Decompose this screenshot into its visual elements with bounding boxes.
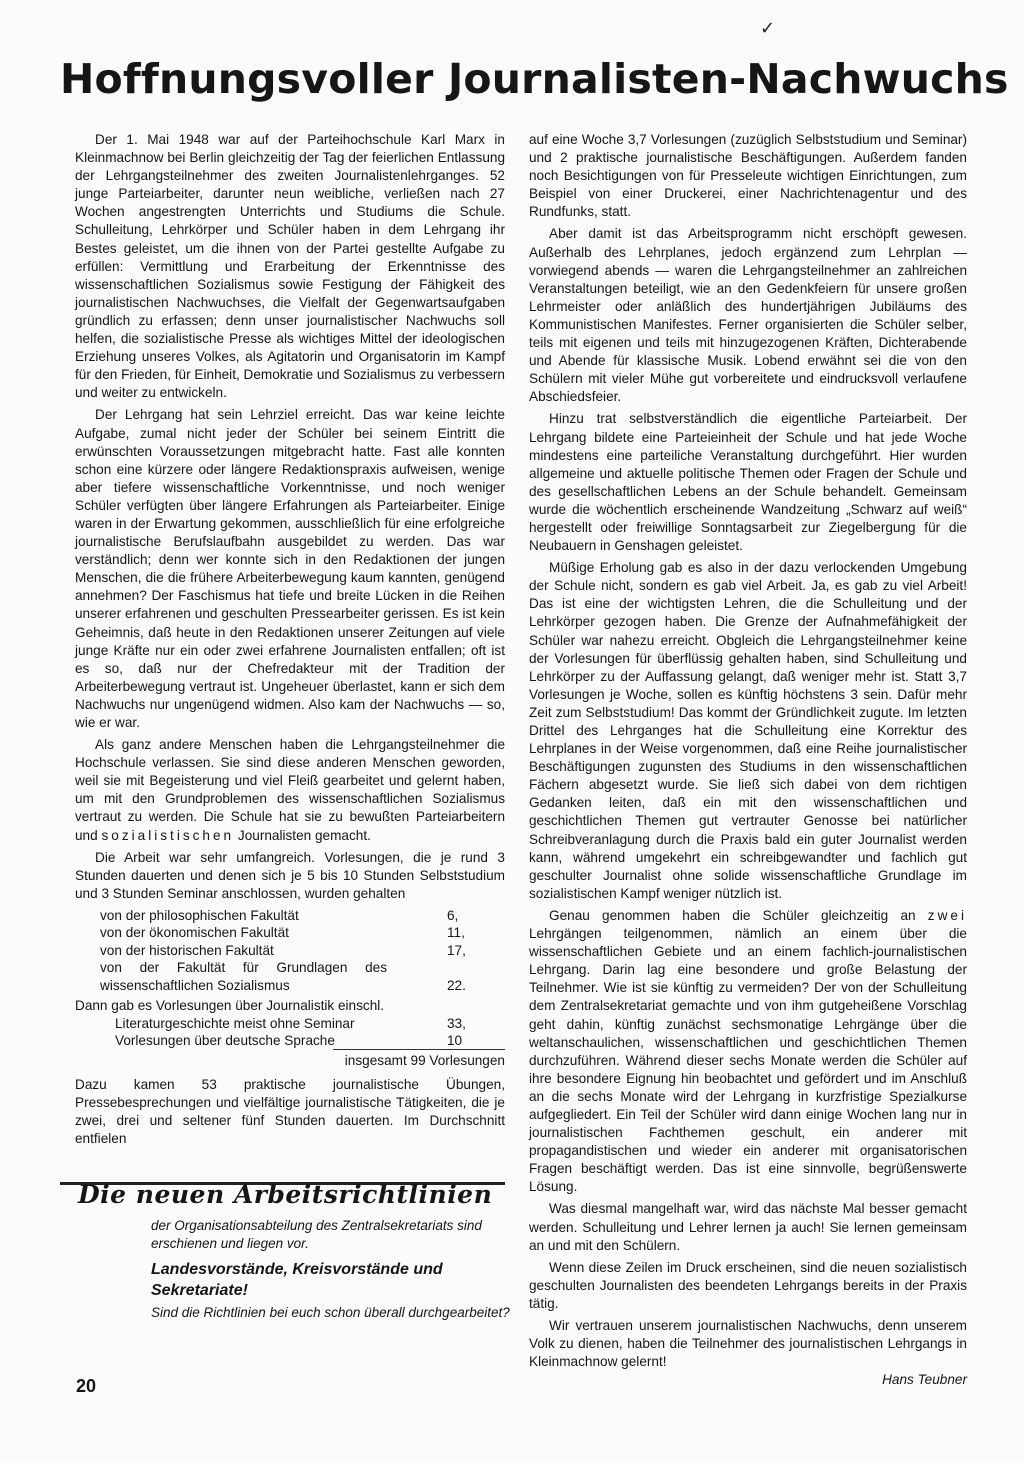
text-run: Genau genommen haben die Schüler gleichzeitig an: [549, 907, 928, 923]
paragraph: Die Arbeit war sehr umfangreich. Vorlesungen, die je rund 3 Stunden dauerten und denen sich je 5 bis 10 Stunden Selbststudium und 3 Stunden Seminar anschlossen, wurden gehalten: [75, 849, 505, 901]
stat-label: Dann gab es Vorlesungen über Journalistik einschl.: [75, 998, 385, 1014]
notice-question: Sind die Richtlinien bei euch schon überall durchgearbeitet?: [151, 1305, 510, 1320]
notice-addressees: Landesvorstände, Kreisvorstände und Sekretariate!: [151, 1261, 443, 1299]
paragraph: [529, 907, 967, 1197]
check-mark-icon: ✓: [760, 18, 776, 38]
stat-row: [75, 1015, 505, 1033]
stat-label: von der Fakultät für Grundlagen des wissenschaftlichen Sozialismus: [100, 960, 387, 993]
stat-row: [75, 997, 505, 1015]
total-lectures: insgesamt 99 Vorlesungen: [75, 1052, 505, 1070]
author-signature: Hans Teubner: [882, 1372, 967, 1388]
stat-row: [75, 924, 505, 942]
page-number: 20: [76, 1376, 97, 1396]
spaced-word: zwei: [927, 907, 967, 923]
paragraph: Dazu kamen 53 praktische journalistische Übungen, Pressebesprechungen und vielfältige journalistische Tätigkeiten, die je zwei, drei und seltener fünf Stunden dauerten. Im Durchschnitt entfielen: [75, 1077, 505, 1147]
stat-value: 11,: [447, 925, 465, 941]
article-title: Hoffnungsvoller Journalisten-Nachwuchs: [60, 55, 1009, 103]
stat-value: 33,: [447, 1015, 466, 1031]
stat-row: [75, 1032, 505, 1050]
paragraph: Hinzu trat selbstverständlich die eigentliche Parteiarbeit. Der Lehrgang bildete eine Parteieinheit der Schule und hat jede Woche mindestens eine parteiliche Veranstaltung durchgeführt. Hier wurden allgemeine und aktuelle politische Themen oder Fragen der Schule und des gesellschaftlichen Lebens an der Schule behandelt. Gemeinsam wurde die wöchentlich erscheinende Wandzeitung „Schwarz auf weiß“ hergestellt oder freiwillige Sonntagsarbeit zur Ziegelbergung für die Neubauern in Genshagen geleistet.: [529, 411, 967, 554]
paragraph: Müßige Erholung gab es also in der dazu verlockenden Umgebung der Schule nicht, sondern es gab viel Arbeit. Ja, es gab zu viel Arbeit! Das ist eine der wichtigsten Lehren, die die Schulleitung und der Lehrkörper gezogen haben. Die Grenze der Aufnahmefähigkeit der Schüler war nahezu erreicht. Obgleich die Lehrgangsteilnehmer keine der Vorlesungen für überflüssig gehalten haben, sind Schulleitung und Lehrkörper zu der Auffassung gelangt, daß weniger mehr ist. Statt 3,7 Vorlesungen je Woche, sollen es künftig höchstens 3 sein. Dafür mehr Zeit zum Selbststudium! Das kommt der Gründlichkeit zugute. Im letzten Drittel des Lehrganges hat die Schulleitung eine Korrektur des Lehrplanes in der Weise vorgenommen, daß eine Reihe journalistischer Beschäftigungen zugunsten des Studiums in den wissenschaftlichen Fächern abgesetzt wurde. Sie ließ sich dabei von dem richtigen Gedanken leiten, daß ein mit den wissenschaftlichen und geschichtlichen Themen gut vertrauter Genosse bei natürlicher Schreibveranlagung durch die Praxis bald ein guter Journalist werden kann, während umgekehrt ein schreibgewandter und fachlich gut geschulter Journalist ohne solide wissenschaftliche Grundlage im sozialistischen Kampf weniger nützlich ist.: [529, 560, 967, 901]
right-column: [529, 131, 967, 1389]
stat-value: 17,: [447, 942, 466, 958]
stat-label: von der philosophischen Fakultät: [100, 907, 299, 923]
text-run: Als ganz andere Menschen haben die Lehrgangsteilnehmer die Hochschule verlassen. Sie sind diese anderen Menschen geworden, weil sie mit Begeisterung und viel Fleiß gearbeitet und gelernt haben, um mit den Grundproblemen des wissenschaftlichen Sozialismus vertraut zu werden. Die Schule hat sie zu bewußten Parteiarbeitern und: [75, 737, 505, 843]
text-run: Journalisten gemacht.: [234, 827, 371, 843]
spaced-word: sozialistischen: [101, 827, 235, 843]
stat-label: Vorlesungen über deutsche Sprache: [115, 1033, 335, 1049]
stat-label: von der ökonomischen Fakultät: [100, 925, 289, 941]
paragraph: auf eine Woche 3,7 Vorlesungen (zuzüglich Selbststudium und Seminar) und 2 praktische journalistische Beschäftigungen. Außerdem fanden noch Besichtigungen von für Presseleute wichtigen Einrichtungen, zum Beispiel von einer Druckerei, einer Nachrichtenagentur und des Rundfunks, statt.: [529, 132, 967, 220]
paragraph: Wenn diese Zeilen im Druck erscheinen, sind die neuen sozialistisch geschulten Journalisten des beendeten Lehrgangs bereits in der Praxis tätig.: [529, 1259, 967, 1311]
paragraph: [75, 736, 505, 845]
stat-label: von der historischen Fakultät: [100, 942, 274, 958]
paragraph: Der 1. Mai 1948 war auf der Parteihochschule Karl Marx in Kleinmachnow bei Berlin gleichzeitig der Tag der feierlichen Entlassung der Lehrgangsteilnehmer des zweiten Journalistenlehrganges. 52 junge Parteiarbeiter, darunter neun weibliche, verließen nach 27 Wochen angestrengten Unterrichts und Studiums die Schule. Schulleitung, Lehrkörper und Schüler haben in dem Lehrgang ihr Bestes geleistet, um die ihnen von der Partei gestellte Aufgabe zu erfüllen: Vermittlung und Erarbeitung der Erkenntnisse des wissenschaftlichen Sozialismus sowie Festigung der Fähigkeit des journalistischen Nachwuchses, die Vielfalt der Gegenwartsaufgaben gründlich zu erfassen; denn unser journalistischer Nachwuchs soll helfen, die sozialistische Presse als wichtiges Mittel der ideologischen Erziehung unseres Volkes, als Agitatorin und Organisatorin im Kampf für den Frieden, für Einheit, Demokratie und Sozialismus zu verbessern und weiter zu entwickeln.: [75, 132, 505, 401]
stat-label: Literaturgeschichte meist ohne Seminar: [115, 1015, 355, 1031]
notice-text: der Organisationsabteilung des Zentralsekretariats sind erschienen und liegen vor.: [151, 1218, 482, 1251]
paragraph: Wir vertrauen unserem journalistischen Nachwuchs, denn unserem Volk zu dienen, haben die Teilnehmer des journalistischen Lehrgangs in Kleinmachnow gelernt!: [529, 1318, 967, 1370]
notice-box: [78, 1180, 518, 1322]
stat-row: [75, 907, 505, 925]
stat-value: 10: [447, 1033, 463, 1049]
stat-row: [75, 959, 505, 994]
stat-row: [75, 942, 505, 960]
stat-value: 22.: [447, 977, 466, 993]
lecture-stats: [75, 907, 505, 1050]
paragraph: Aber damit ist das Arbeitsprogramm nicht erschöpft gewesen. Außerhalb des Lehrplanes, jedoch ergänzend zum Lehrplan — vorwiegend abends — waren die Lehrgangsteilnehmer an zahlreichen Veranstaltungen beteiligt, wie an den Gedenkfeiern für unsere großen Lehrmeister oder anläßlich des hundertjährigen Jubiläums des Kommunistischen Manifestes. Ferner organisierten die Schüler selber, teils mit eigenen und teils mit hinzugezogenen Kräften, Dichterabende und Abende für klassische Musik. Lobend erwähnt sei die von den Schülern mit vieler Mühe gut vorbereitete und eindrucksvoll verlaufene Abschiedsfeier.: [529, 226, 967, 405]
text-run: Lehrgängen teilgenommen, nämlich an einem über die wissenschaftlichen Gebiete und an einem fachlich-journalistischen Lehrgang. Darin lag eine besondere und große Belastung der Teilnehmer. Wie ist sie künftig zu vermeiden? Der von der Schulleitung dem Zentralsekretariat gemachte und von ihm gutgeheißene Vorschlag geht dahin, künftig zunächst sechsmonatige Lehrgänge über die weltanschaulichen, wissenschaftlichen und geschichtlichen Themen durchzuführen. Während dieser sechs Monate werden die Schüler auf ihre besondere Eignung hin beobachtet und gefördert und im Anschluß an die sechs Monate wird der Lehrgang in kurzfristige Spezialkurse aufgegliedert. Ein Teil der Schüler wird dann einige Wochen lang nur in journalistischen Fachthemen geschult, ein anderer mit propagandistischen und wieder ein anderer mit organisatorischen Fragen beschäftigt werden. Das ist eine sinnvolle, begrüßenswerte Lösung.: [529, 926, 967, 1195]
notice-title: Die neuen Arbeitsrichtlinien: [78, 1180, 493, 1209]
stat-value: 6,: [447, 907, 459, 923]
left-column: [75, 131, 505, 1185]
paragraph: Der Lehrgang hat sein Lehrziel erreicht. Das war keine leichte Aufgabe, zumal nicht jeder der Schüler bei seinem Eintritt die erwünschten Voraussetzungen mitgebracht hatte. Fast alle konnten schon eine kürzere oder längere Redaktionspraxis aufweisen, wenige aber tiefere wissenschaftliche Vorkenntnisse, und noch weniger Schüler verfügten über längere Erfahrungen als Parteiarbeiter. Einige waren in der Erwartung gekommen, ausschließlich für eine erfolgreiche journalistische Berufslaufbahn ausgebildet zu werden. Das war verständlich; denn wer konnte sich in den Redaktionen der jungen Menschen, die die frühere Arbeiterbewegung kaum kannten, genügend annehmen? Der Faschismus hat tiefe und breite Lücken in die Reihen unserer erfahrenen und geschulten Pressearbeiter gerissen. Es ist kein Geheimnis, daß heute in den Redaktionen unserer Zeitungen auf viele junge Kräfte nur ein oder zwei erfahrene Journalisten entfallen; oft ist es so, daß nur der Chefredakteur mit der Tradition der Arbeiterbewegung vertraut ist. Ungeheuer überlastet, kann er sich dem Nachwuchs nur ungenügend widmen. Also kam der Nachwuchs — so, wie er war.: [75, 407, 505, 730]
paragraph: Was diesmal mangelhaft war, wird das nächste Mal besser gemacht werden. Schulleitung und Lehrer lernen ja auch! Sie lernen gemeinsam an und mit den Schülern.: [529, 1201, 967, 1253]
